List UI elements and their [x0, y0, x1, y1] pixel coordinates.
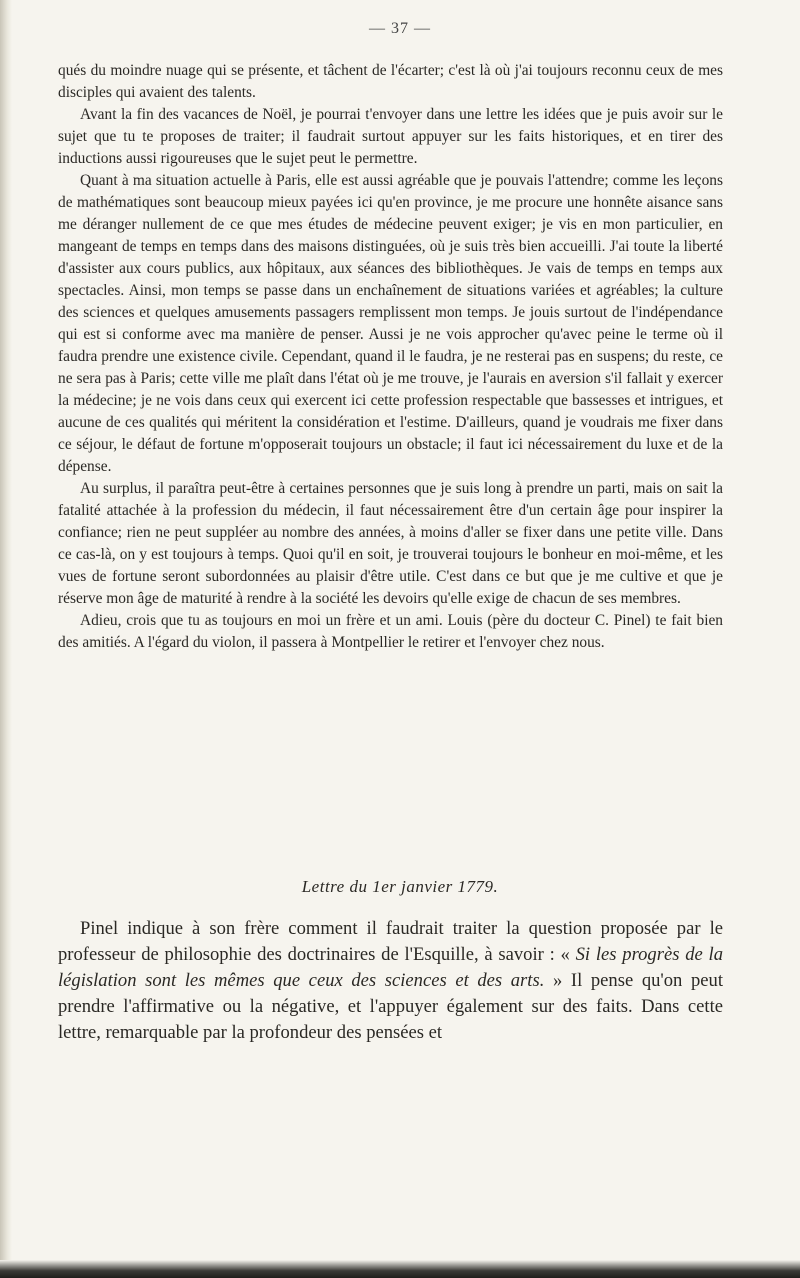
letter-body	[58, 60, 723, 654]
letter-paragraph: Adieu, crois que tu as toujours en moi un frère et un ami. Louis (père du docteur C. Pinel) te fait bien des amitiés. A l'égard du violon, il passera à Montpellier le retirer et l'envoyer chez nous.	[58, 612, 723, 651]
letter-heading: Lettre du 1er janvier 1779.	[301, 877, 499, 896]
page-number: — 37 —	[369, 20, 431, 37]
page-spine-shadow	[0, 0, 12, 1278]
commentary-text-after-quote: » Il pense qu'on peut prendre l'affirmative ou la négative, et l'appuyer également sur des faits. Dans cette lettre, remarquable par la profondeur des pensées et	[58, 970, 723, 1043]
letter-paragraph: qués du moindre nuage qui se présente, et tâchent de l'écarter; c'est là où j'ai toujours reconnu ceux de mes disciples qui avaient des talents.	[58, 62, 723, 101]
commentary-text-before-quote: Pinel indique à son frère comment il faudrait traiter la question proposée par le professeur de philosophie des doctrinaires de l'Esquille, à savoir : «	[58, 918, 723, 965]
commentary-body	[58, 916, 723, 1046]
commentary-quote: Si les progrès de la législation sont les mêmes que ceux des sciences et des arts.	[58, 944, 723, 991]
letter-paragraph: Quant à ma situation actuelle à Paris, elle est aussi agréable que je pouvais l'attendre; comme les leçons de mathématiques sont beaucoup mieux payées ici qu'en province, je me procure une honnête aisance sans me déranger nullement de ce que mes études de médecine peuvent exiger; je vis en mon particulier, en mangeant de temps en temps dans des maisons distinguées, où je suis très bien accueilli. J'ai toute la liberté d'assister aux cours publics, aux hôpitaux, aux séances des bibliothèques. Je vais de temps en temps aux spectacles. Ainsi, mon temps se passe dans un enchaînement de situations variées et agréables; la culture des sciences et quelques amusements passagers remplissent mon temps. Je jouis surtout de l'indépendance qui est si conforme avec ma manière de penser. Aussi je ne vois approcher qu'avec peine le terme où il faudra prendre une existence civile. Cependant, quand il le faudra, je ne resterai pas en suspens; du reste, ce ne sera pas à Paris; cette ville me plaît dans l'état où je me trouve, je l'aurais en aversion s'il fallait y exercer la médecine; je ne vois dans ceux qui exercent ici cette profession respectable que bassesses et intrigues, et aucune de ces qualités qui méritent la considération et l'estime. D'ailleurs, quand je voudrais me fixer dans ce séjour, le défaut de fortune m'opposerait toujours un obstacle; il faut ici nécessairement du luxe et de la dépense.	[58, 172, 723, 475]
commentary-paragraph	[58, 916, 723, 1046]
letter-paragraph: Au surplus, il paraîtra peut-être à certaines personnes que je suis long à prendre un parti, mais on sait la fatalité attachée à la profession du médecin, il faut nécessairement être d'un certain âge pour inspirer la confiance; rien ne peut suppléer au nombre des années, à moins d'aller se fixer dans une petite ville. Dans ce cas-là, on y est toujours à temps. Quoi qu'il en soit, je trouverai toujours le bonheur en moi-même, et les vues de fortune seront subordonnées au plaisir d'être utile. C'est dans ce but que je me cultive et que je réserve mon âge de maturité à rendre à la société les devoirs qu'elle exige de chacun de ses membres.	[58, 480, 723, 607]
page-bottom-edge	[0, 1260, 800, 1278]
letter-paragraph: Avant la fin des vacances de Noël, je pourrai t'envoyer dans une lettre les idées que je puis avoir sur le sujet que tu te proposes de traiter; il faudrait surtout appuyer sur les faits historiques, et en tirer des inductions aussi rigoureuses que le sujet peut le permettre.	[58, 106, 723, 167]
